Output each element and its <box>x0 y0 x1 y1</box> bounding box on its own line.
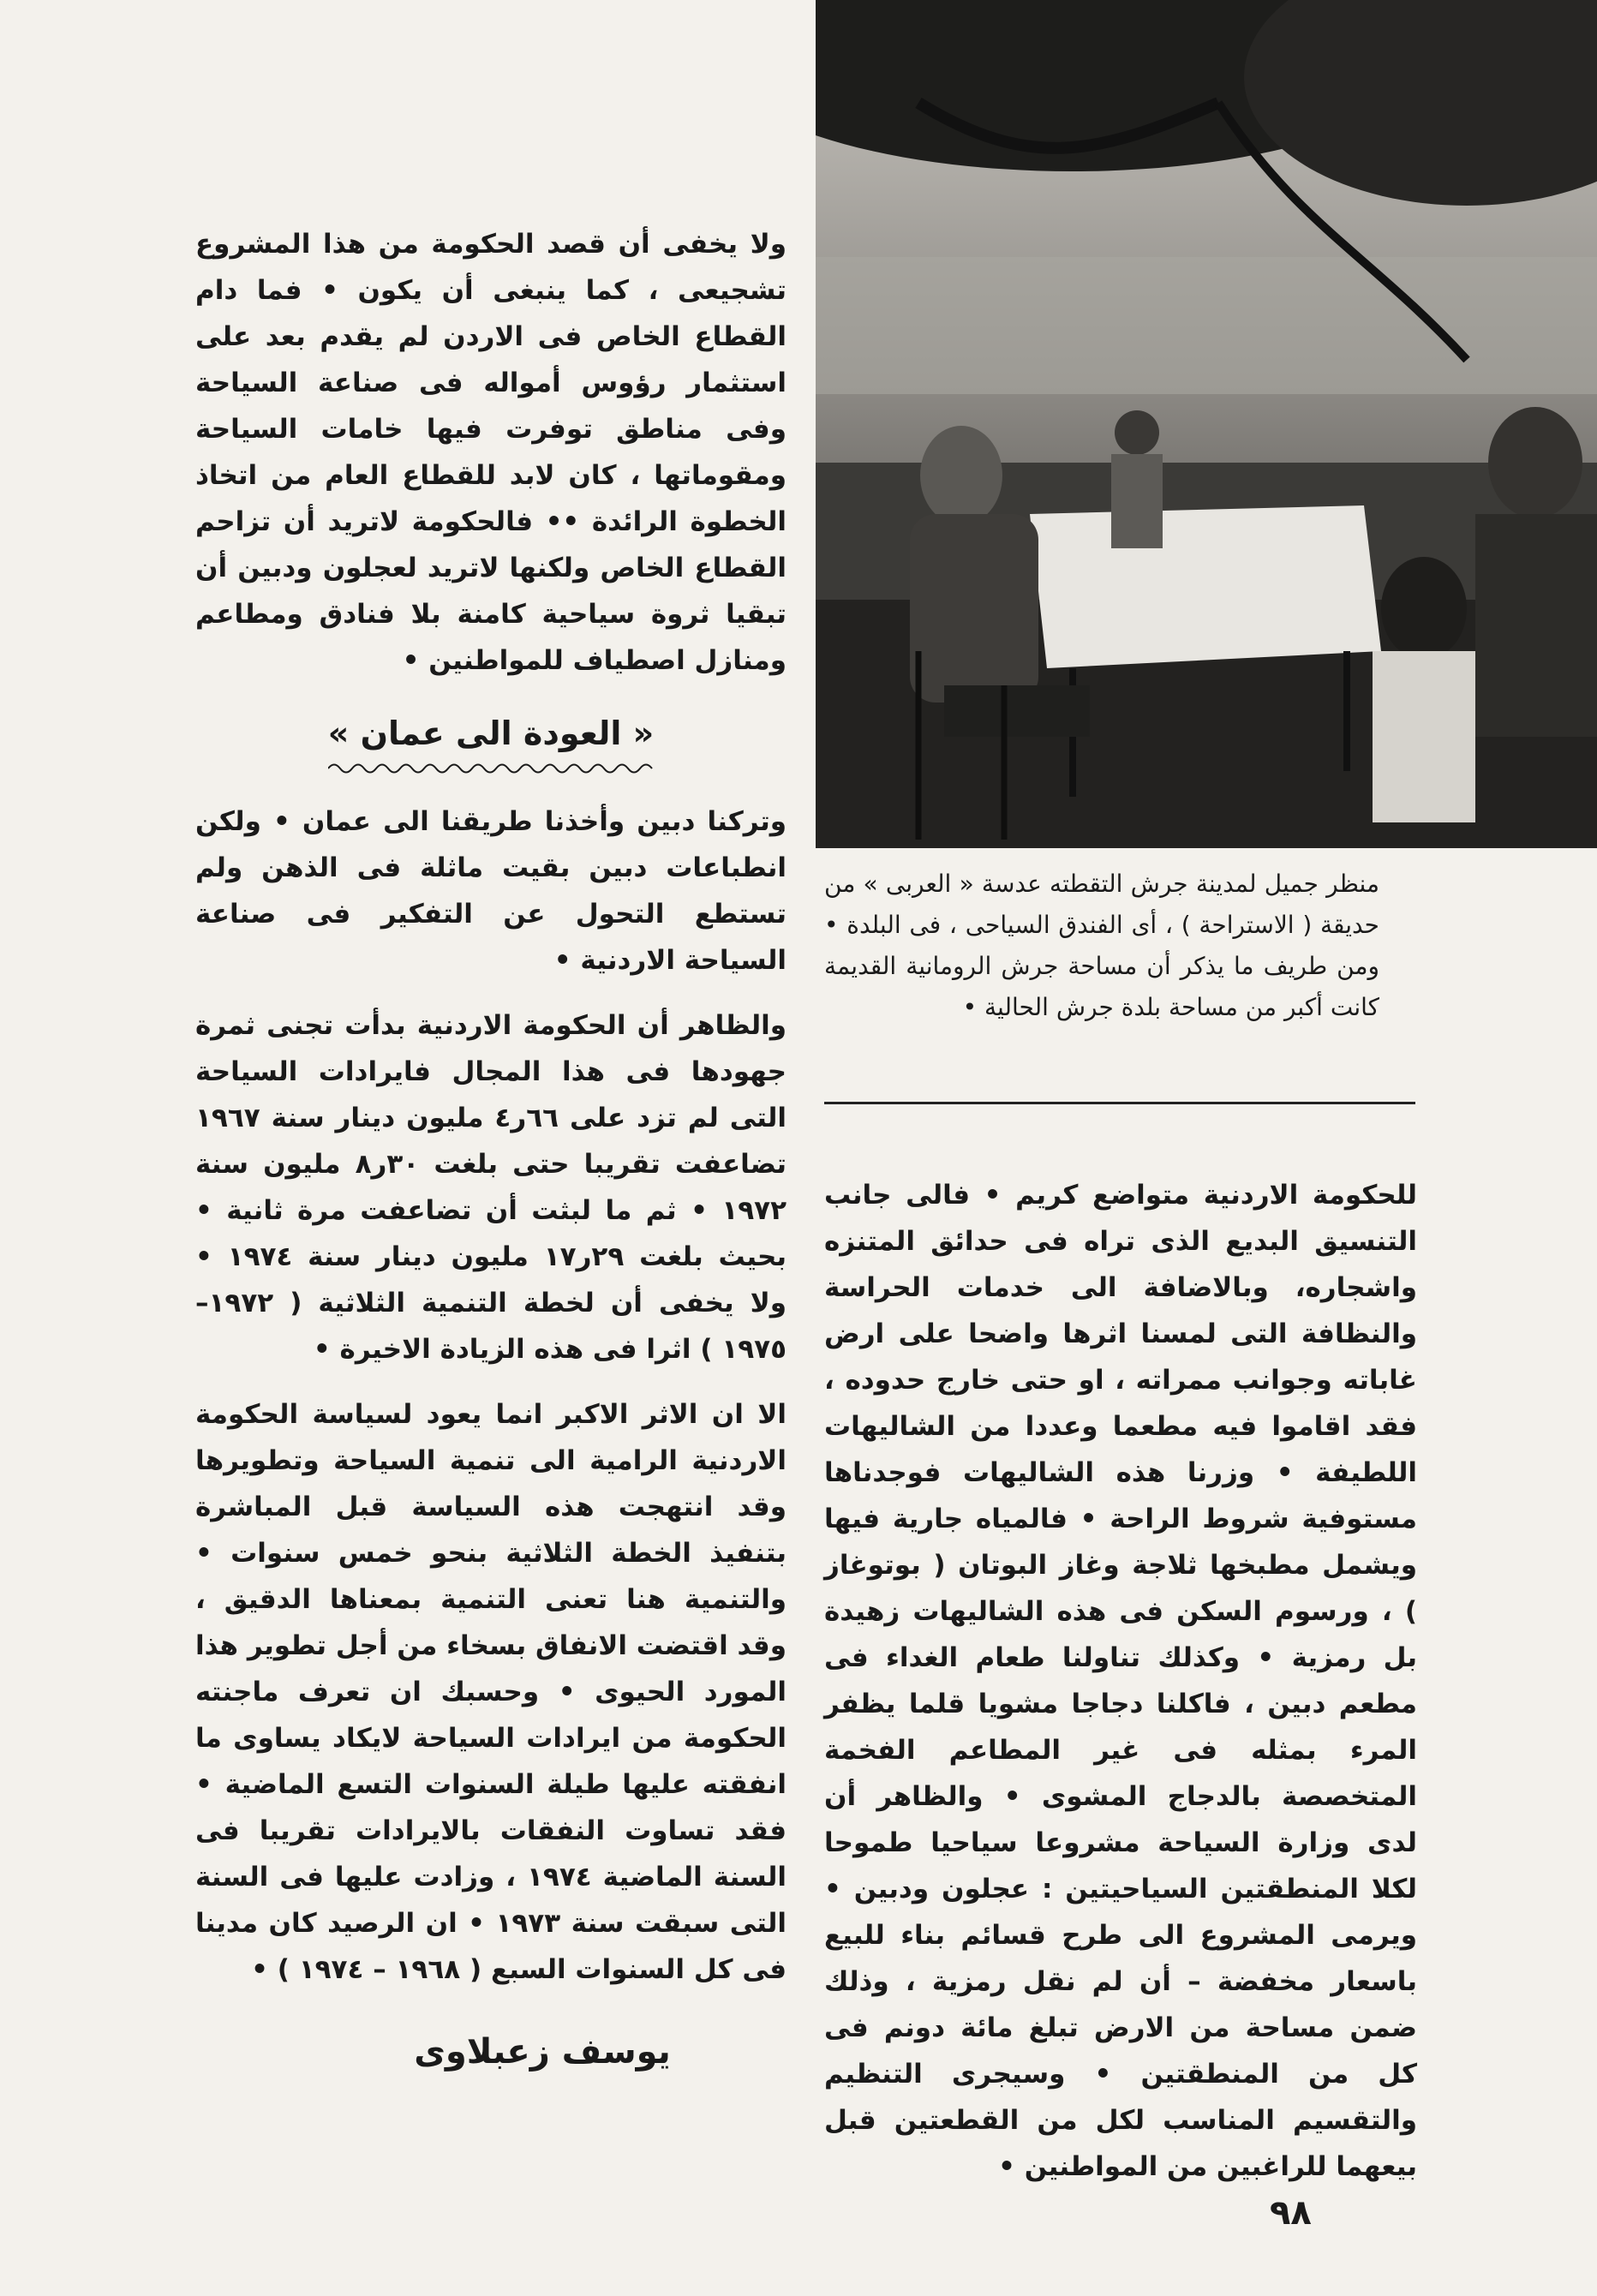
section-heading: « العودة الى عمان » <box>327 715 655 752</box>
paragraph-revenue: والظاهر أن الحكومة الاردنية بدأت تجنى ثمرة جهودها فى هذا المجال فايرادات السياحة التى لم تزد على ٦٦ر٤ مليون دينار سنة ١٩٦٧ تضاعفت تقريبا حتى بلغت ٣٠ر٨ مليون سنة ١٩٧٢ • ثم ما لبثت أن تضاعفت مرة ثانية • بحيث بلغت ٢٩ر١٧ مليون دينار سنة ١٩٧٤ • ولا يخفى أن لخطة التنمية الثلاثية ( ١٩٧٢–١٩٧٥ ) اثرا فى هذه الزيادة الاخيرة • <box>195 1010 787 1365</box>
photo-caption: منظر جميل لمدينة جرش التقطته عدسة « العربى » من حديقة ( الاستراحة ) ، أى الفندق السياحى ، فى البلدة • ومن طريف ما يذكر أن مساحة جرش الرومانية القديمة كانت أكبر من مساحة بلدة جرش الحالية • <box>824 870 1379 1021</box>
intro-paragraph: ولا يخفى أن قصد الحكومة من هذا المشروع تشجيعى ، كما ينبغى أن يكون • فما دام القطاع الخاص فى الاردن لم يقدم بعد على استثمار رؤوس أمواله فى صناعة السياحة وفى مناطق توفرت فيها خامات السياحة ومقوماتها ، كان لابد للقطاع العام من اتخاذ الخطوة الرائدة •• فالحكومة لاتريد أن تزاحم القطاع الخاص ولكنها لاتريد لعجلون ودبين أن تبقيا ثروة سياحية كامنة بلا فنادق ومطاعم ومنازل اصطياف للمواطنين • <box>195 229 787 676</box>
left-column <box>195 221 787 2072</box>
wavy-divider <box>328 761 654 776</box>
paragraph-return: وتركنا دبين وأخذنا طريقنا الى عمان • ولكن انطباعات دبين بقيت ماثلة فى الذهن ولم تستطع التحول عن التفكير فى صناعة السياحة الاردنية • <box>195 806 787 976</box>
paragraph-policy: الا ان الاثر الاكبر انما يعود لسياسة الحكومة الاردنية الرامية الى تنمية السياحة وتطويرها وقد انتهجت هذه السياسة قبل المباشرة بتنفيذ الخطة الثلاثية بنحو خمس سنوات • والتنمية هنا تعنى التنمية بمعناها الدقيق ، وقد اقتضت الانفاق بسخاء من أجل تطوير هذا المورد الحيوى • وحسبك ان تعرف ماجنته الحكومة من ايرادات السياحة لايكاد يساوى ما انفقته عليها طيلة السنوات التسع الماضية • فقد تساوت النفقات بالايرادات تقريبا فى السنة الماضية ١٩٧٤ ، وزادت عليها فى السنة التى سبقت سنة ١٩٧٣ • ان الرصيد كان مدينا فى كل السنوات السبع ( ١٩٦٨ – ١٩٧٤ ) • <box>195 1399 787 1985</box>
caption-rule <box>824 1102 1415 1104</box>
jerash-garden-photo <box>816 0 1597 848</box>
right-column <box>824 1172 1417 2190</box>
paragraph-dibbeen: للحكومة الاردنية متواضع كريم • فالى جانب التنسيق البديع الذى تراه فى حدائق المتنزه واشجاره، وبالاضافة الى خدمات الحراسة والنظافة التى لمسنا اثرها واضحا على ارض غاباته وجوانب ممراته ، او حتى خارج حدوده ، فقد اقاموا فيه مطعما وعددا من الشاليهات اللطيفة • وزرنا هذه الشاليهات فوجدناها مستوفية شروط الراحة • فالمياه جارية فيها ويشمل مطبخها ثلاجة وغاز البوتان ( بوتوغاز ) ، ورسوم السكن فى هذه الشاليهات زهيدة بل رمزية • وكذلك تناولنا طعام الغداء فى مطعم دبين ، فاكلنا دجاجا مشويا قلما يظفر المرء بمثله فى غير المطاعم الفخمة المتخصصة بالدجاج المشوى • والظاهر أن لدى وزارة السياحة مشروعا سياحيا طموحا لكلا المنطقتين السياحيتين : عجلون ودبين • ويرمى المشروع الى طرح قسائم بناء للبيع باسعار مخفضة – أن لم نقل رمزية ، وذلك ضمن مساحة من الارض تبلغ مائة دونم فى كل من المنطقتين • وسيجرى التنظيم والتقسيم المناسب لكل من القطعتين قبل بيعهما للراغبين من المواطنين • <box>824 1180 1417 2182</box>
page-number: ٩٨ <box>1270 2193 1312 2233</box>
author-signature: يوسف زعبلاوى <box>414 2032 671 2072</box>
